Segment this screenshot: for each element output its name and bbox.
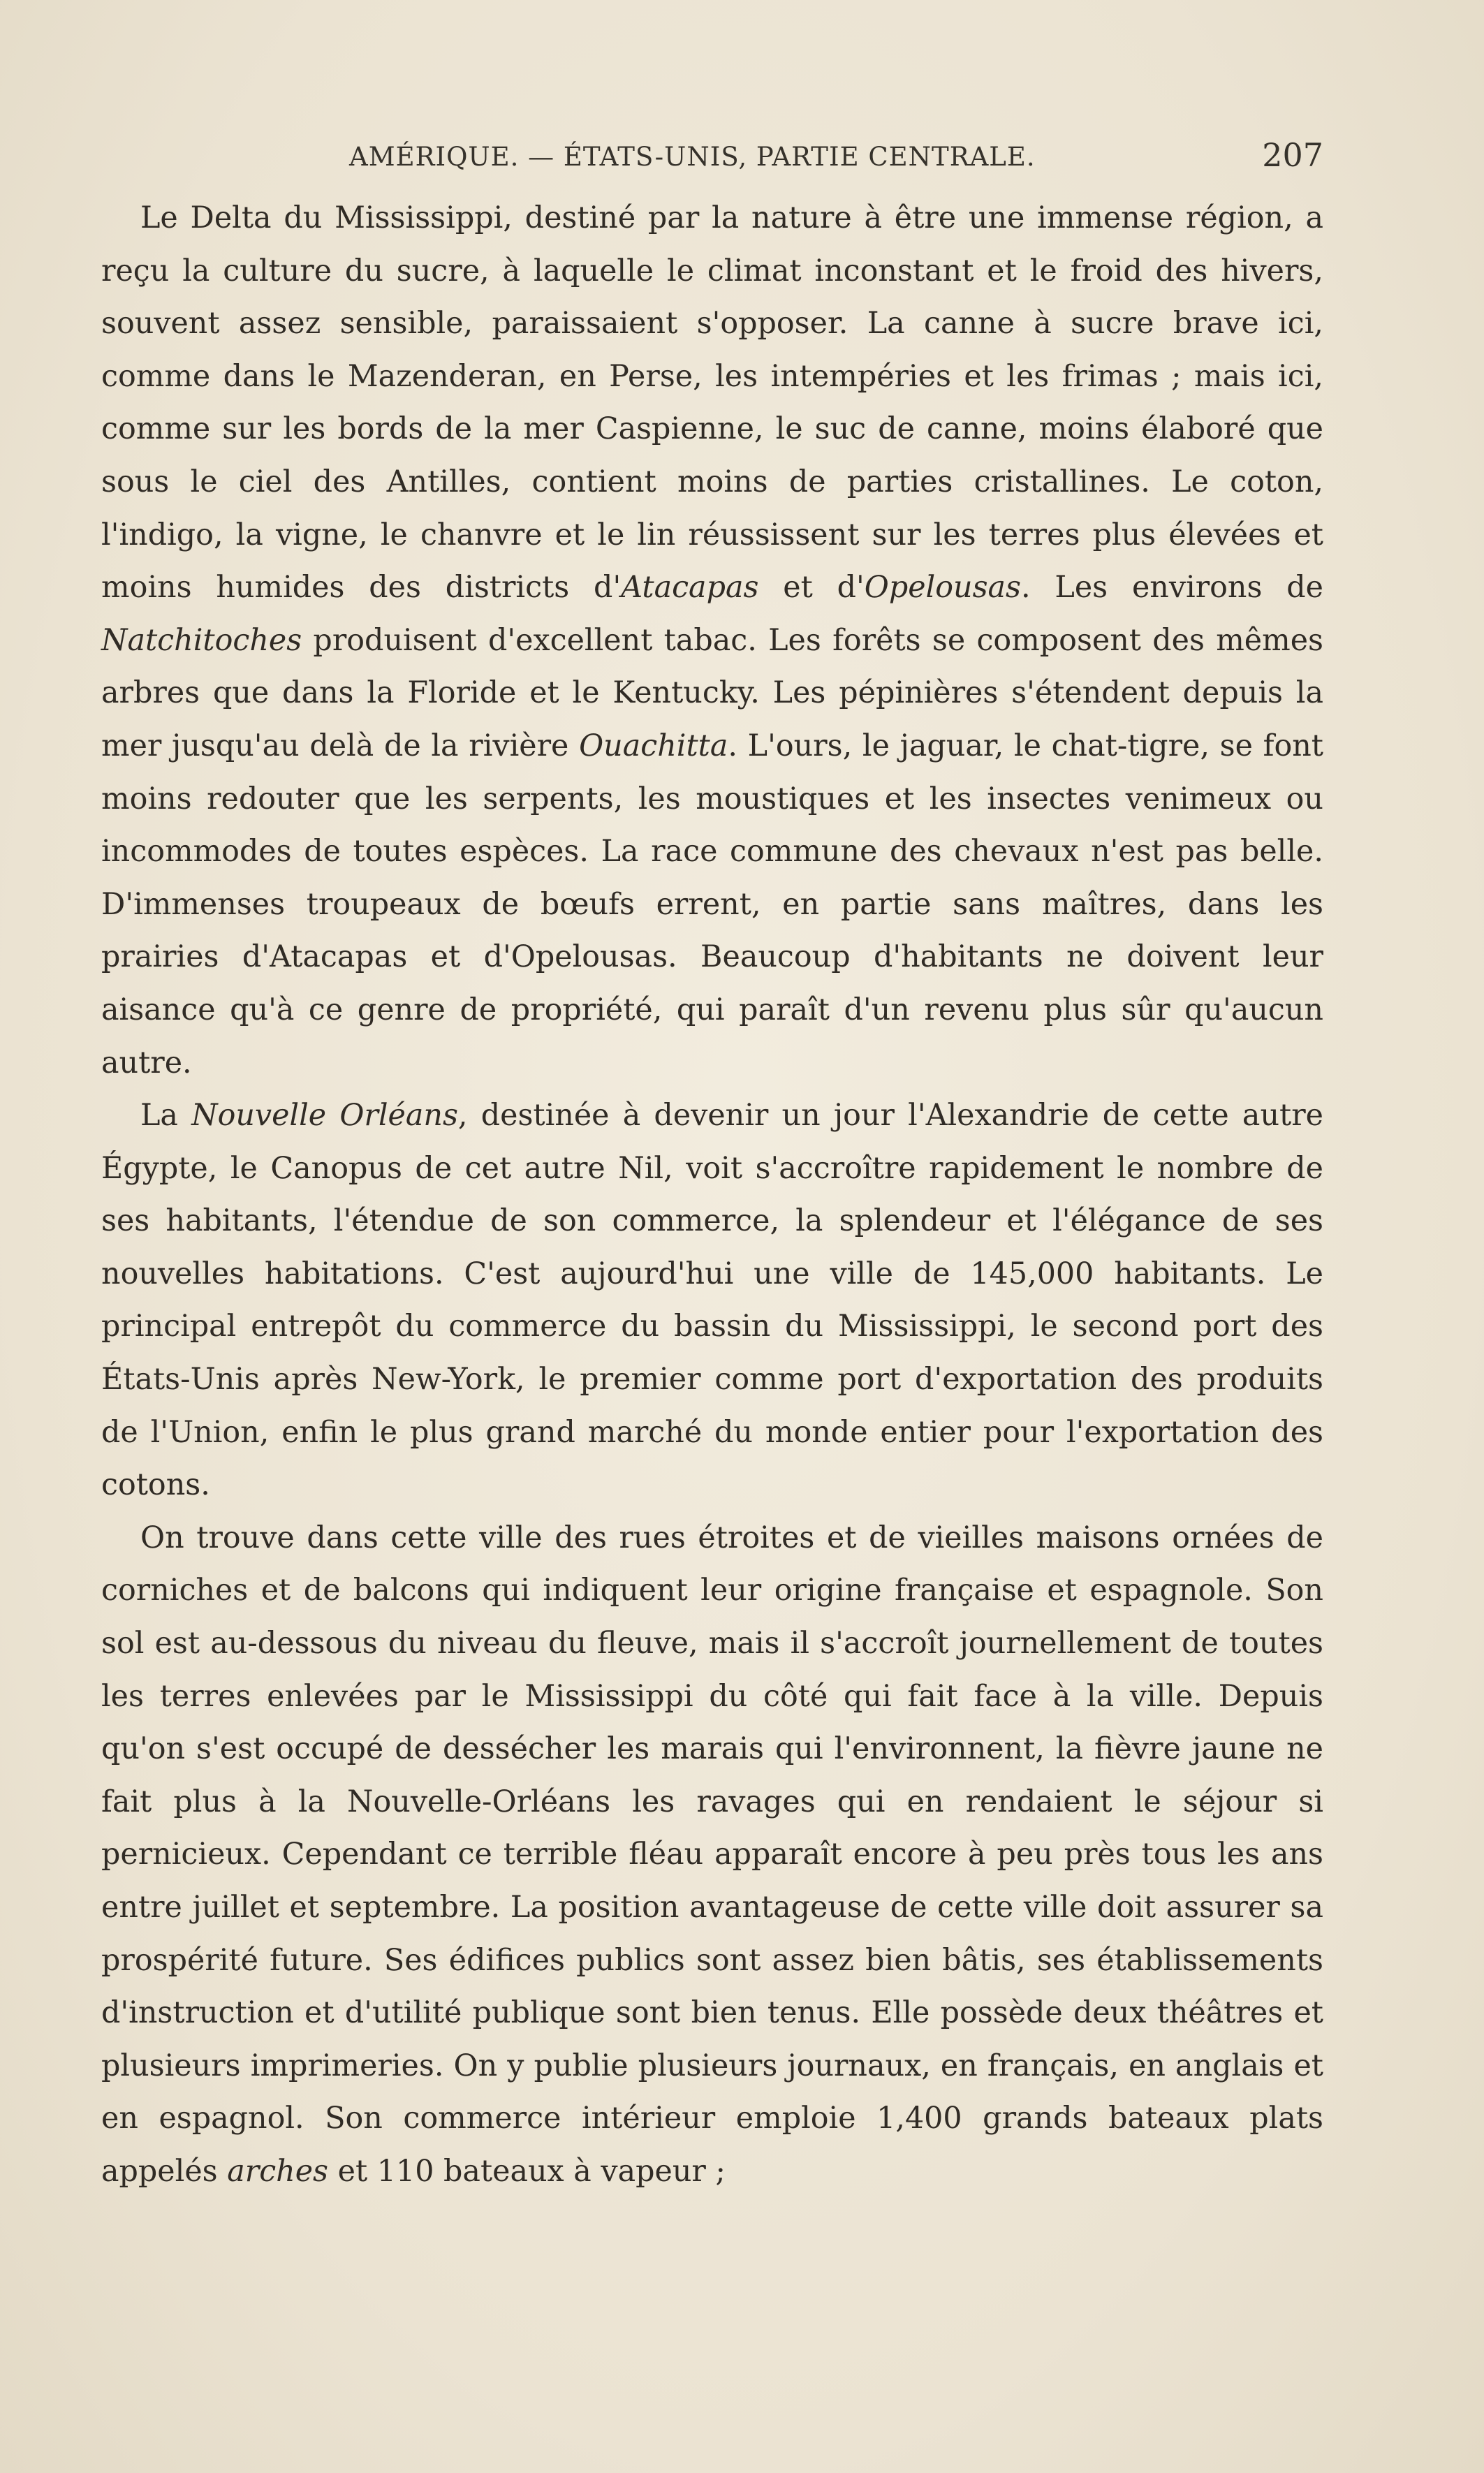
running-head [101,136,1323,178]
text-segment: . L'ours, le jaguar, le chat-tigre, se font moins redouter que les serpents, les moustiques et les insectes venimeux ou incommodes de toutes espèces. La race commune des chevaux n'est pas belle. D'immenses troupeaux de bœufs errent, en partie sans maîtres, dans les prairies d'Atacapas et d'Opelousas. Beaucoup d'habitants ne doivent leur aisance qu'à ce genre de propriété, qui paraît d'un revenu plus sûr qu'aucun autre. [101,728,1323,1080]
text-segment: et d' [758,570,865,606]
text-segment: On trouve dans cette ville des rues étroites et de vieilles maisons ornées de corniches et de balcons qui indiquent leur origine française et espagnole. Son sol est au-dessous du niveau du fleuve, mais il s'accroît journellement de toutes les terres enlevées par le Mississippi du côté qui fait face à la ville. Depuis qu'on s'est occupé de dessécher les marais qui l'environnent, la fièvre jaune ne fait plus à la Nouvelle-Orléans les ravages qui en rendaient le séjour si pernicieux. Cependant ce terrible fléau apparaît encore à peu près tous les ans entre juillet et septembre. La position avantageuse de cette ville doit assurer sa prospérité future. Ses édifices publics sont assez bien bâtis, ses établissements d'instruction et d'utilité publique sont bien tenus. Elle possède deux théâtres et plusieurs imprimeries. On y publie plusieurs journaux, en français, en anglais et en espagnol. Son commerce intérieur emploie 1,400 grands bateaux plats appelés [101,1520,1323,2189]
book-page [101,136,1323,2199]
text-segment: La [140,1098,192,1133]
text-segment: , destinée à devenir un jour l'Alexandrie de cette autre Égypte, le Canopus de cet autre Nil, voit s'accroître rapidement le nombre de ses habitants, l'étendue de son commerce, la splendeur et l'élégance de ses nouvelles habitations. C'est aujourd'hui une ville de 145,000 habitants. Le principal entrepôt du commerce du bassin du Mississippi, le second port des États-Unis après New-York, le premier comme port d'exportation des produits de l'Union, enfin le plus grand marché du monde entier pour l'exportation des cotons. [101,1098,1323,1503]
paragraph [101,192,1323,1089]
paragraph [101,1512,1323,2199]
running-title: AMÉRIQUE. — ÉTATS-UNIS, PARTIE CENTRALE. [349,142,1036,172]
term-italic: arches [227,2153,329,2189]
place-name-italic: Natchitoches [101,622,302,658]
place-name-italic: Atacapas [621,570,759,606]
text-segment: . Les environs de [1021,570,1323,606]
text-segment: Le Delta du Mississippi, destiné par la nature à être une immense région, a reçu la culture du sucre, à laquelle le climat inconstant et le froid des hivers, souvent assez sensible, paraissaient s'opposer. La canne à sucre brave ici, comme dans le Mazenderan, en Perse, les intempéries et les frimas ; mais ici, comme sur les bords de la mer Caspienne, le suc de canne, moins élaboré que sous le ciel des Antilles, contient moins de parties cristallines. Le coton, l'indigo, la vigne, le chanvre et le lin réussissent sur les terres plus élevées et moins humides des districts d' [101,200,1323,606]
place-name-italic: Nouvelle Orléans [191,1098,458,1133]
text-segment: et 110 bateaux à vapeur ; [328,2153,726,2189]
body-text [101,192,1323,2199]
place-name-italic: Opelousas [864,570,1022,606]
place-name-italic: Ouachitta [579,728,728,763]
text-segment: produisent d'excellent tabac. Les forêts se composent des mêmes arbres que dans la Floride et le Kentucky. Les pépinières s'étendent depuis la mer jusqu'au delà de la rivière [101,622,1323,763]
page-number: 207 [1262,136,1323,174]
paragraph [101,1089,1323,1512]
